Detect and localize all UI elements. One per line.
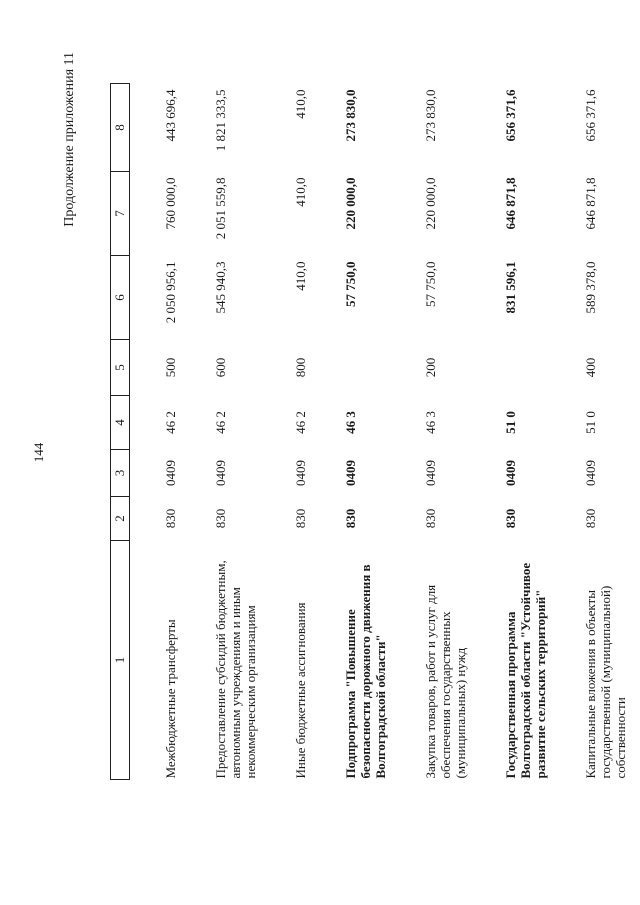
row-c2: 830 xyxy=(163,508,178,529)
table-row xyxy=(308,84,388,780)
row-name: Государственная программа Волгоградской области "Устойчивое развитие сельских территорий" xyxy=(503,562,548,779)
row-c8: 443 696,4 xyxy=(163,89,178,142)
table-row xyxy=(258,84,308,780)
row-c3: 0409 xyxy=(163,460,178,486)
row-c4: 51 0 xyxy=(503,411,518,434)
row-c5 xyxy=(468,340,548,396)
header-col-6: 6 xyxy=(111,256,130,340)
row-name: Межбюджетные трансферты xyxy=(163,619,178,779)
table-row xyxy=(178,84,258,780)
row-c2: 830 xyxy=(583,508,598,529)
row-c7: 220 000,0 xyxy=(343,177,358,230)
row-c6: 831 596,1 xyxy=(503,261,518,314)
header-col-1: 1 xyxy=(111,541,130,780)
row-c5: 200 xyxy=(423,357,438,378)
row-c5: 400 xyxy=(583,357,598,378)
row-c4: 51 0 xyxy=(583,411,598,434)
row-c7: 220 000,0 xyxy=(423,177,438,230)
row-c2: 830 xyxy=(213,508,228,529)
row-c5: 800 xyxy=(293,357,308,378)
header-col-2: 2 xyxy=(111,497,130,541)
table-row xyxy=(548,84,628,780)
row-c6: 2 050 956,1 xyxy=(163,261,178,324)
row-c6: 57 750,0 xyxy=(343,261,358,307)
row-c7: 646 871,8 xyxy=(583,177,598,230)
budget-table xyxy=(110,83,628,780)
table-row xyxy=(468,84,548,780)
header-col-5: 5 xyxy=(111,340,130,396)
row-name: Подпрограмма "Повышение безопасности дорожного движения в Волгоградской области" xyxy=(343,564,388,779)
header-col-3: 3 xyxy=(111,450,130,497)
header-col-8: 8 xyxy=(111,84,130,172)
row-name: Предоставление субсидий бюджетным, автономным учреждениям и иным некоммерческим организациям xyxy=(213,560,258,779)
row-c8: 1 821 333,5 xyxy=(213,89,228,152)
row-c2: 830 xyxy=(503,508,518,529)
row-c6: 589 378,0 xyxy=(583,261,598,314)
row-c7: 646 871,8 xyxy=(503,177,518,230)
row-c6: 545 940,3 xyxy=(213,261,228,314)
page-number: 144 xyxy=(31,442,46,463)
header-row xyxy=(111,84,130,780)
row-c8: 656 371,6 xyxy=(503,89,518,142)
row-c5 xyxy=(308,340,388,396)
table-body xyxy=(130,84,629,780)
header-col-7: 7 xyxy=(111,172,130,256)
row-c8: 273 830,0 xyxy=(343,89,358,142)
row-c4: 46 3 xyxy=(423,411,438,434)
row-c5: 500 xyxy=(163,357,178,378)
row-c3: 0409 xyxy=(423,460,438,486)
row-c7: 2 051 559,8 xyxy=(213,177,228,240)
row-c2: 830 xyxy=(293,508,308,529)
row-c3: 0409 xyxy=(503,460,518,486)
row-c5: 600 xyxy=(213,357,228,378)
row-c4: 46 2 xyxy=(293,411,308,434)
continuation-label: Продолжение приложения 11 xyxy=(62,52,77,227)
row-c3: 0409 xyxy=(213,460,228,486)
row-c4: 46 3 xyxy=(343,411,358,434)
row-c2: 830 xyxy=(343,508,358,529)
row-c4: 46 2 xyxy=(163,411,178,434)
table-row xyxy=(130,84,179,780)
row-c2: 830 xyxy=(423,508,438,529)
row-c8: 656 371,6 xyxy=(583,89,598,142)
row-c6: 57 750,0 xyxy=(423,261,438,307)
row-c6: 410,0 xyxy=(293,261,308,291)
row-c7: 410,0 xyxy=(293,177,308,207)
table-row xyxy=(388,84,468,780)
row-name: Капитальные вложения в объекты государственной (муниципальной) собственности xyxy=(583,585,628,779)
row-c3: 0409 xyxy=(343,460,358,486)
row-name: Закупка товаров, работ и услуг для обеспечения государственных (муниципальных) нужд xyxy=(423,584,468,779)
row-name: Иные бюджетные ассигнования xyxy=(293,602,308,779)
row-c3: 0409 xyxy=(583,460,598,486)
row-c8: 273 830,0 xyxy=(423,89,438,142)
row-c3: 0409 xyxy=(293,460,308,486)
header-col-4: 4 xyxy=(111,396,130,450)
row-c8: 410,0 xyxy=(293,89,308,119)
row-c4: 46 2 xyxy=(213,411,228,434)
row-c7: 760 000,0 xyxy=(163,177,178,230)
